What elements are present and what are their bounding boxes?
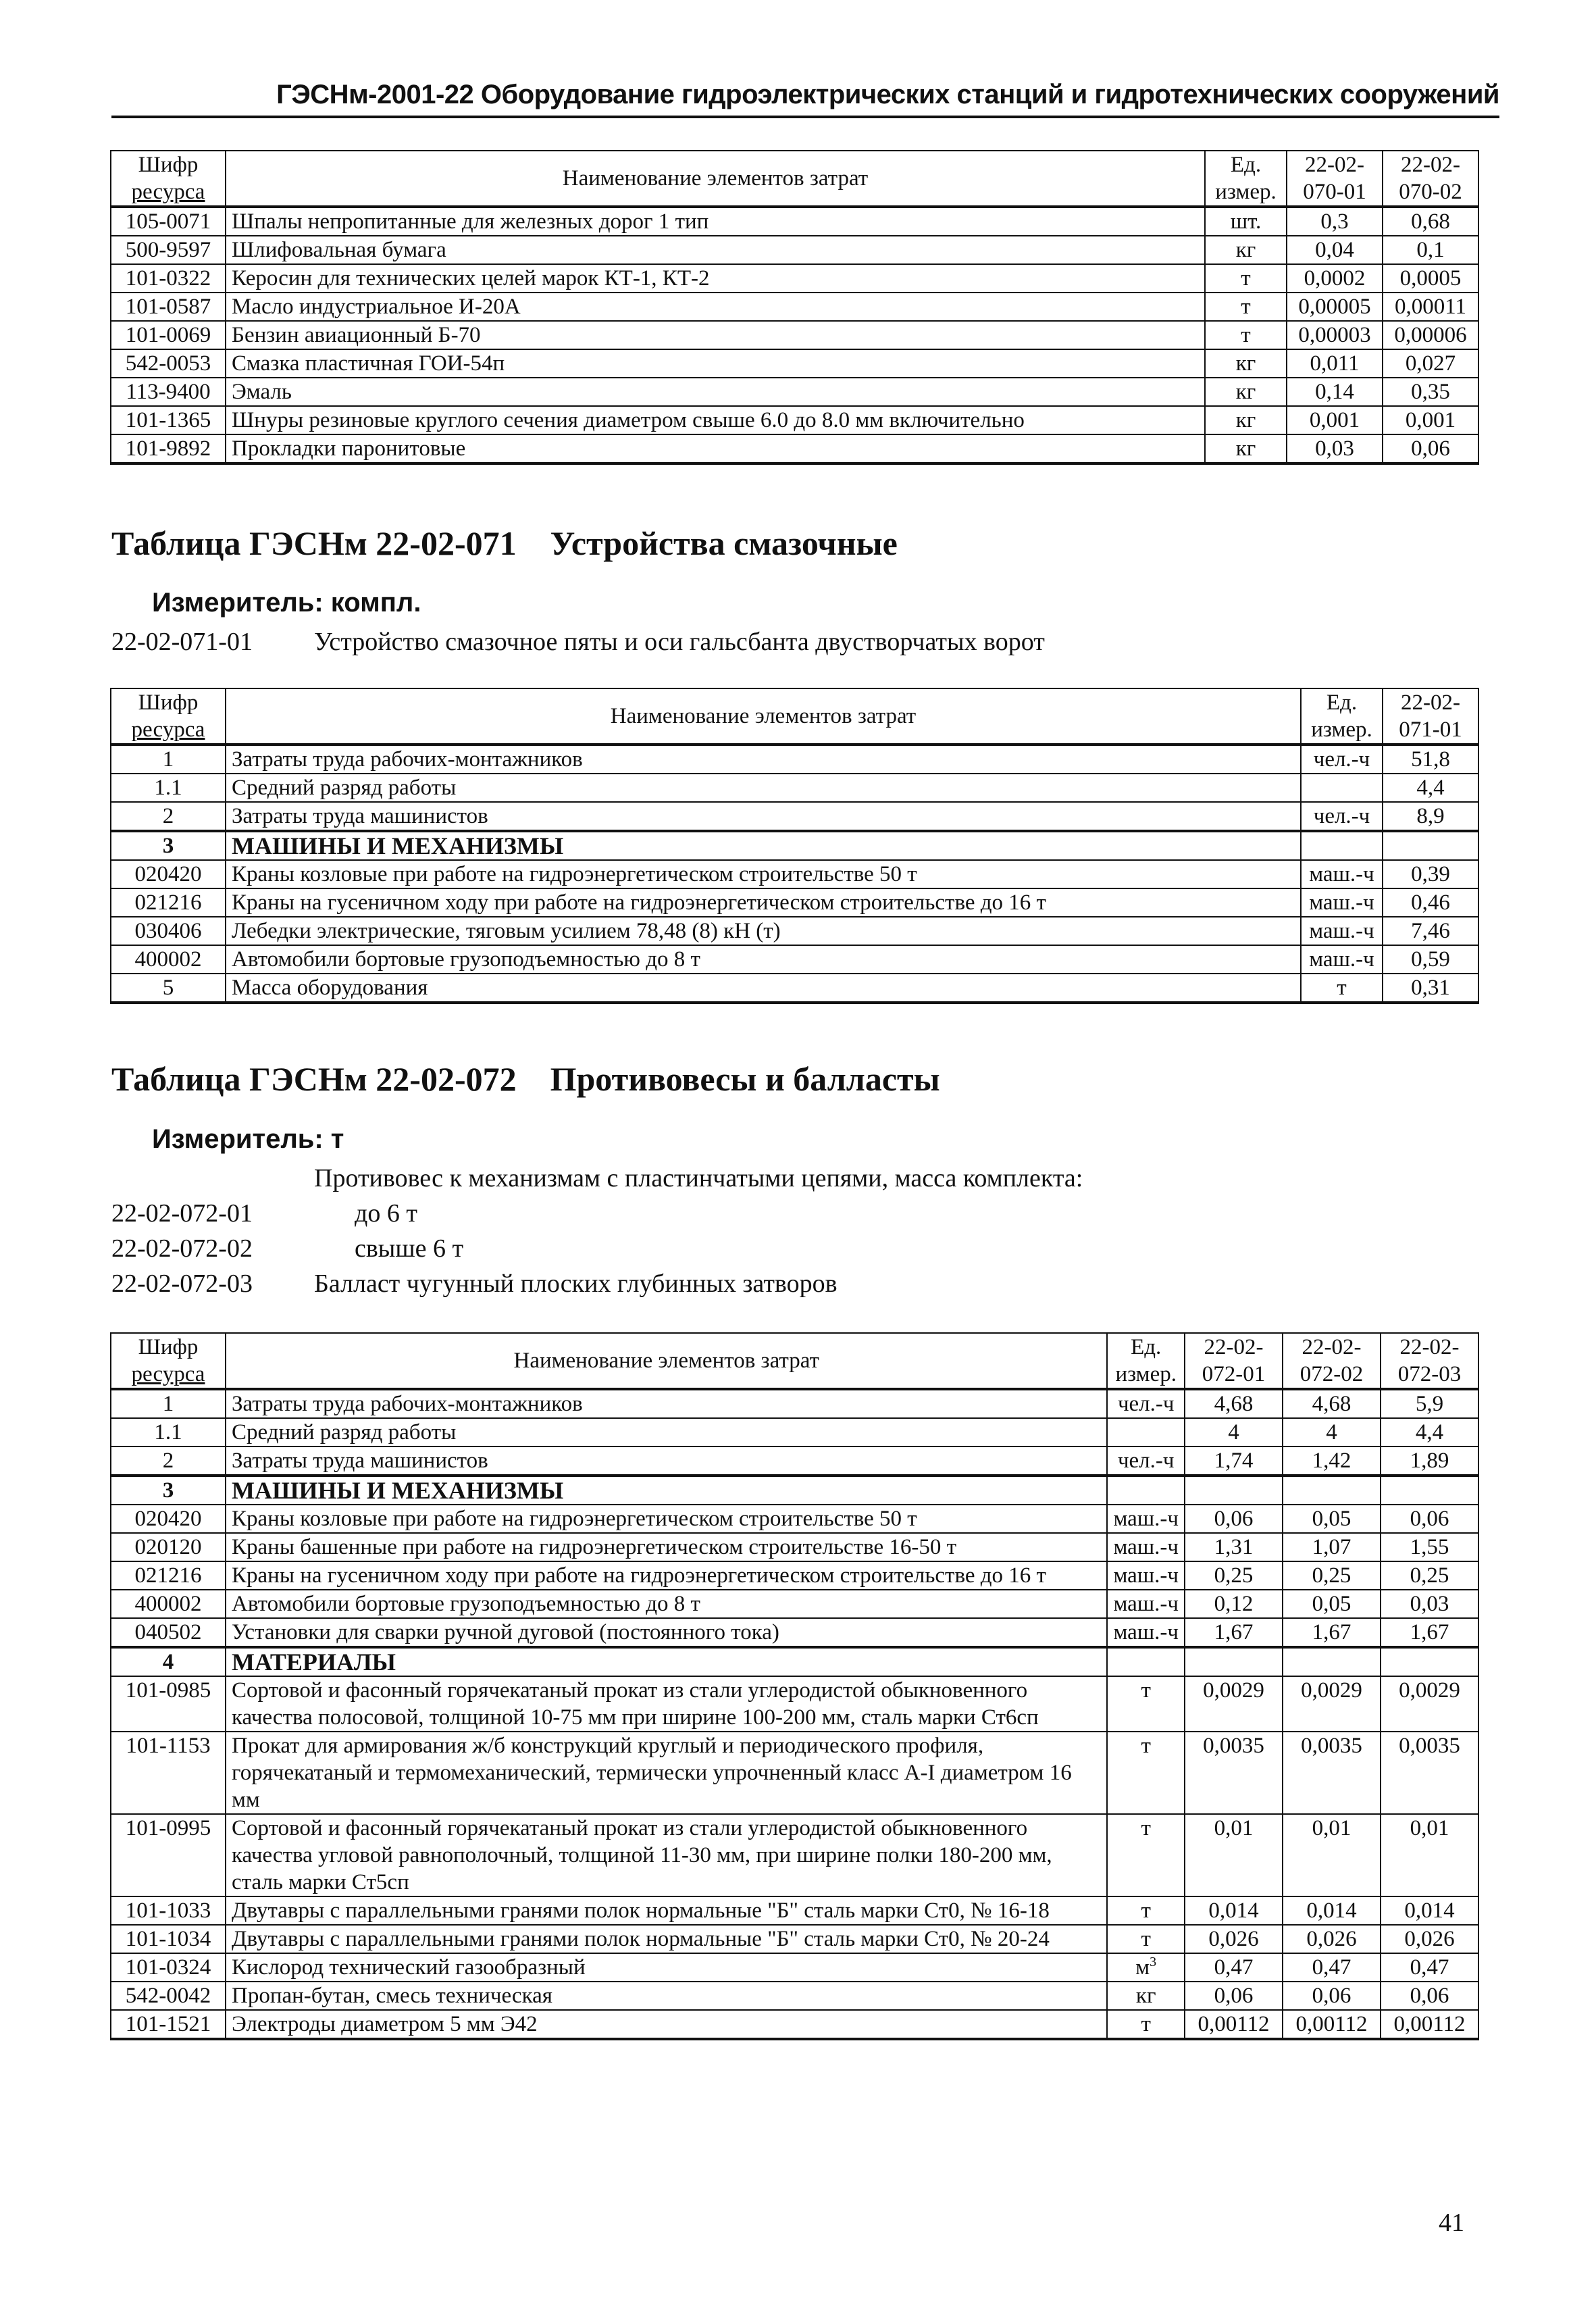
row-code: 4	[111, 1647, 226, 1676]
table-row	[111, 1505, 1478, 1533]
row-unit: маш.-ч	[1107, 1561, 1185, 1590]
row-code: 1.1	[111, 774, 226, 802]
row-code: 542-0053	[111, 349, 226, 378]
row-value-v1: 8,9	[1383, 802, 1478, 831]
table-071-code: Таблица ГЭСНм 22-02-071	[111, 524, 517, 562]
table-row	[111, 1953, 1478, 1982]
row-name: Прокат для армирования ж/б конструкций круглый и периодического профиля, горячекатаный и термомеханический, термически упрочненный класс А-I диаметром 16 мм	[226, 1732, 1107, 1814]
col-header-unit: Ед. измер.	[1205, 151, 1287, 207]
row-code: 105-0071	[111, 207, 226, 236]
row-value-v1: 0,06	[1185, 1505, 1283, 1533]
table-row	[111, 1561, 1478, 1590]
row-unit: чел.-ч	[1301, 802, 1383, 831]
row-value-v3	[1381, 1476, 1478, 1505]
row-value-v1: 0,14	[1287, 378, 1383, 406]
row-code: 020420	[111, 1505, 226, 1533]
table-row	[111, 945, 1478, 974]
row-name: МАТЕРИАЛЫ	[226, 1647, 1107, 1676]
row-unit: маш.-ч	[1107, 1533, 1185, 1561]
header-code-line1: Шифр	[138, 153, 199, 177]
table-row	[111, 1982, 1478, 2010]
row-value-v2: 1,67	[1283, 1618, 1381, 1647]
table-072	[110, 1332, 1479, 2040]
table-row	[111, 406, 1478, 434]
table-072-entry-01	[111, 1199, 417, 1228]
row-code: 020120	[111, 1533, 226, 1561]
row-code: 020420	[111, 860, 226, 888]
table-071-measure: Измеритель: компл.	[152, 588, 421, 618]
row-value-v2: 0,47	[1283, 1953, 1381, 1982]
table-072-entry-03	[111, 1269, 838, 1299]
row-code: 3	[111, 1476, 226, 1505]
row-value-v1: 0,0035	[1185, 1732, 1283, 1814]
row-code: 101-0985	[111, 1676, 226, 1732]
table-row	[111, 974, 1478, 1003]
row-value-v1: 4,4	[1383, 774, 1478, 802]
row-name: Автомобили бортовые грузоподъемностью до 8 т	[226, 945, 1301, 974]
row-unit: маш.-ч	[1107, 1590, 1185, 1618]
row-code: 101-1034	[111, 1925, 226, 1953]
row-value-v1: 0,014	[1185, 1896, 1283, 1925]
row-unit: $м^3$	[1107, 1953, 1185, 1982]
row-value-v1: 0,001	[1287, 406, 1383, 434]
table-072-code: Таблица ГЭСНм 22-02-072	[111, 1060, 517, 1098]
row-name: Масло индустриальное И-20А	[226, 293, 1205, 321]
row-name: Затраты труда рабочих-монтажников	[226, 745, 1301, 774]
col-header-071-01: 22-02-071-01	[1383, 688, 1478, 745]
row-value-v2: 0,0005	[1383, 264, 1478, 293]
row-value-v3: 0,03	[1381, 1590, 1478, 1618]
row-name: Краны башенные при работе на гидроэнергетическом строительстве 16-50 т	[226, 1533, 1107, 1561]
row-value-v3: 0,014	[1381, 1896, 1478, 1925]
row-name: Двутавры с параллельными гранями полок нормальные "Б" сталь марки Ст0, № 16-18	[226, 1896, 1107, 1925]
row-value-v3: 0,01	[1381, 1814, 1478, 1896]
table-row	[111, 293, 1478, 321]
row-value-v2: 0,68	[1383, 207, 1478, 236]
row-name: Бензин авиационный Б-70	[226, 321, 1205, 349]
entry-text: Устройство смазочное пяты и оси гальсбанта двустворчатых ворот	[314, 628, 1045, 656]
row-value-v3: 0,0035	[1381, 1732, 1478, 1814]
entry-code: 22-02-072-02	[111, 1234, 253, 1263]
row-value-v2: 0,00006	[1383, 321, 1478, 349]
row-unit: маш.-ч	[1301, 888, 1383, 917]
row-code: 101-0322	[111, 264, 226, 293]
row-value-v1: 0,31	[1383, 974, 1478, 1003]
table-row	[111, 207, 1478, 236]
table-072-intro	[111, 1163, 1083, 1193]
row-unit: кг	[1205, 236, 1287, 264]
row-value-v1: 0,00112	[1185, 2010, 1283, 2039]
row-value-v2: 0,0035	[1283, 1732, 1381, 1814]
row-code: 040502	[111, 1618, 226, 1647]
row-name: Затраты труда машинистов	[226, 1447, 1107, 1476]
row-name: МАШИНЫ И МЕХАНИЗМЫ	[226, 831, 1301, 860]
entry-code: 22-02-072-03	[111, 1269, 253, 1298]
row-code: 113-9400	[111, 378, 226, 406]
row-name: Краны на гусеничном ходу при работе на гидроэнергетическом строительстве до 16 т	[226, 1561, 1107, 1590]
row-code: 2	[111, 1447, 226, 1476]
table-row	[111, 264, 1478, 293]
table-072-title	[111, 1059, 940, 1099]
row-value-v2: 0,01	[1283, 1814, 1381, 1896]
table-row	[111, 1676, 1478, 1732]
row-value-v1: 0,03	[1287, 434, 1383, 463]
row-unit: кг	[1205, 406, 1287, 434]
table-071	[110, 688, 1479, 1004]
col-header-072-02: 22-02-072-02	[1283, 1333, 1381, 1389]
table-row	[111, 1447, 1478, 1476]
row-value-v3: 0,47	[1381, 1953, 1478, 1982]
row-value-v1	[1383, 831, 1478, 860]
row-value-v3: 4,4	[1381, 1418, 1478, 1447]
row-value-v1: 0,47	[1185, 1953, 1283, 1982]
row-name: Автомобили бортовые грузоподъемностью до 8 т	[226, 1590, 1107, 1618]
table-row	[111, 378, 1478, 406]
row-code: 101-0069	[111, 321, 226, 349]
row-name: Сортовой и фасонный горячекатаный прокат из стали углеродистой обыкновенного качества полосовой, толщиной 10-75 мм при ширине 100-200 мм, сталь марки Ст6сп	[226, 1676, 1107, 1732]
row-unit: т	[1107, 2010, 1185, 2039]
row-value-v1: 0,04	[1287, 236, 1383, 264]
table-row	[111, 1389, 1478, 1418]
row-code: 1	[111, 1389, 226, 1418]
table-row	[111, 1418, 1478, 1447]
row-unit: кг	[1205, 349, 1287, 378]
entry-text: свыше 6 т	[355, 1234, 464, 1263]
row-code: 400002	[111, 1590, 226, 1618]
row-unit: т	[1205, 293, 1287, 321]
table-070-continuation	[110, 150, 1479, 465]
row-code: 101-0324	[111, 1953, 226, 1982]
row-value-v3: 0,00112	[1381, 2010, 1478, 2039]
row-name: Смазка пластичная ГОИ-54п	[226, 349, 1205, 378]
row-code: 3	[111, 831, 226, 860]
row-code: 400002	[111, 945, 226, 974]
row-value-v2: 0,0029	[1283, 1676, 1381, 1732]
row-value-v3: 1,55	[1381, 1533, 1478, 1561]
row-value-v1: 4	[1185, 1418, 1283, 1447]
row-unit: маш.-ч	[1107, 1505, 1185, 1533]
header-code-line2: ресурса	[131, 180, 205, 204]
row-unit: т	[1107, 1676, 1185, 1732]
entry-code: 22-02-071-01	[111, 628, 253, 656]
row-unit: т	[1205, 321, 1287, 349]
row-value-v3	[1381, 1647, 1478, 1676]
row-unit: шт.	[1205, 207, 1287, 236]
row-name: Шлифовальная бумага	[226, 236, 1205, 264]
col-header-072-01: 22-02-072-01	[1185, 1333, 1283, 1389]
row-name: Краны козловые при работе на гидроэнергетическом строительстве 50 т	[226, 860, 1301, 888]
row-value-v1: 51,8	[1383, 745, 1478, 774]
row-unit	[1301, 831, 1383, 860]
row-value-v1: 0,39	[1383, 860, 1478, 888]
row-name: Кислород технический газообразный	[226, 1953, 1107, 1982]
row-unit	[1301, 774, 1383, 802]
row-unit: т	[1107, 1896, 1185, 1925]
col-header-unit: Ед. измер.	[1107, 1333, 1185, 1389]
table-row	[111, 917, 1478, 945]
col-header-code	[111, 151, 226, 207]
col-header-070-02: 22-02-070-02	[1383, 151, 1478, 207]
row-value-v2: 0,014	[1283, 1896, 1381, 1925]
row-name: Керосин для технических целей марок КТ-1, КТ-2	[226, 264, 1205, 293]
row-name: Средний разряд работы	[226, 774, 1301, 802]
row-name: Пропан-бутан, смесь техническая	[226, 1982, 1107, 2010]
row-value-v2: 4,68	[1283, 1389, 1381, 1418]
page-header: ГЭСНм-2001-22 Оборудование гидроэлектрических станций и гидротехнических сооружений	[111, 80, 1499, 118]
col-header-name: Наименование элементов затрат	[226, 688, 1301, 745]
row-code: 500-9597	[111, 236, 226, 264]
row-name: Прокладки паронитовые	[226, 434, 1205, 463]
row-value-v1: 1,67	[1185, 1618, 1283, 1647]
table-row	[111, 349, 1478, 378]
table-row	[111, 236, 1478, 264]
row-value-v3: 5,9	[1381, 1389, 1478, 1418]
row-value-v1: 0,3	[1287, 207, 1383, 236]
row-value-v2: 0,35	[1383, 378, 1478, 406]
row-value-v2: 0,001	[1383, 406, 1478, 434]
table-row	[111, 1647, 1478, 1676]
row-name: Масса оборудования	[226, 974, 1301, 1003]
row-value-v2: 0,05	[1283, 1505, 1381, 1533]
row-value-v3: 0,026	[1381, 1925, 1478, 1953]
table-row	[111, 831, 1478, 860]
row-value-v1: 7,46	[1383, 917, 1478, 945]
row-value-v2: 0,06	[1383, 434, 1478, 463]
row-code: 101-9892	[111, 434, 226, 463]
table-071-entry	[111, 627, 1045, 657]
row-unit: т	[1107, 1732, 1185, 1814]
row-value-v1: 0,0029	[1185, 1676, 1283, 1732]
table-row	[111, 860, 1478, 888]
table-row	[111, 1590, 1478, 1618]
table-row	[111, 434, 1478, 463]
row-name: Электроды диаметром 5 мм Э42	[226, 2010, 1107, 2039]
row-value-v2: 0,00011	[1383, 293, 1478, 321]
col-header-unit: Ед. измер.	[1301, 688, 1383, 745]
table-row	[111, 802, 1478, 831]
row-value-v1	[1185, 1647, 1283, 1676]
row-unit: т	[1107, 1814, 1185, 1896]
row-value-v1: 0,0002	[1287, 264, 1383, 293]
entry-intro-text: Противовес к механизмам с пластинчатыми цепями, масса комплекта:	[314, 1164, 1083, 1192]
row-unit: кг	[1205, 434, 1287, 463]
row-value-v2: 0,06	[1283, 1982, 1381, 2010]
row-unit: маш.-ч	[1107, 1618, 1185, 1647]
row-unit: маш.-ч	[1301, 945, 1383, 974]
col-header-name: Наименование элементов затрат	[226, 151, 1205, 207]
table-072-entry-02	[111, 1234, 463, 1263]
row-value-v1: 0,25	[1185, 1561, 1283, 1590]
row-name: Затраты труда рабочих-монтажников	[226, 1389, 1107, 1418]
row-value-v1: 0,026	[1185, 1925, 1283, 1953]
row-code: 101-1033	[111, 1896, 226, 1925]
header-code-line1: Шифр	[138, 1335, 199, 1359]
header-code-line2: ресурса	[131, 1362, 205, 1386]
row-name: Лебедки электрические, тяговым усилием 78,48 (8) кН (т)	[226, 917, 1301, 945]
col-header-code	[111, 1333, 226, 1389]
entry-code: 22-02-072-01	[111, 1199, 253, 1228]
entry-text: до 6 т	[355, 1199, 417, 1228]
row-unit: чел.-ч	[1301, 745, 1383, 774]
table-071-title	[111, 524, 898, 563]
row-name: Средний разряд работы	[226, 1418, 1107, 1447]
row-value-v1	[1185, 1476, 1283, 1505]
row-value-v3: 1,67	[1381, 1618, 1478, 1647]
row-value-v3: 0,06	[1381, 1505, 1478, 1533]
table-row	[111, 774, 1478, 802]
table-row	[111, 321, 1478, 349]
row-code: 1.1	[111, 1418, 226, 1447]
row-code: 5	[111, 974, 226, 1003]
row-code: 101-1521	[111, 2010, 226, 2039]
row-unit: кг	[1205, 378, 1287, 406]
row-value-v1: 0,12	[1185, 1590, 1283, 1618]
table-row	[111, 1732, 1478, 1814]
row-name: Шпалы непропитанные для железных дорог 1 тип	[226, 207, 1205, 236]
entry-text: Балласт чугунный плоских глубинных затворов	[314, 1269, 838, 1298]
table-row	[111, 745, 1478, 774]
row-code: 101-1365	[111, 406, 226, 434]
row-value-v3: 0,06	[1381, 1982, 1478, 2010]
header-code-line2: ресурса	[131, 718, 205, 742]
row-value-v2: 4	[1283, 1418, 1381, 1447]
row-unit: маш.-ч	[1301, 860, 1383, 888]
row-unit: кг	[1107, 1982, 1185, 2010]
row-value-v2: 0,05	[1283, 1590, 1381, 1618]
row-code: 021216	[111, 1561, 226, 1590]
row-name: Установки для сварки ручной дуговой (постоянного тока)	[226, 1618, 1107, 1647]
row-value-v1: 4,68	[1185, 1389, 1283, 1418]
row-unit: т	[1205, 264, 1287, 293]
row-value-v2: 0,027	[1383, 349, 1478, 378]
row-unit: чел.-ч	[1107, 1389, 1185, 1418]
row-code: 101-0995	[111, 1814, 226, 1896]
row-value-v3: 0,25	[1381, 1561, 1478, 1590]
row-code: 542-0042	[111, 1982, 226, 2010]
row-value-v2: 1,07	[1283, 1533, 1381, 1561]
table-071-name: Устройства смазочные	[550, 524, 898, 562]
table-row	[111, 2010, 1478, 2039]
row-value-v2: 0,026	[1283, 1925, 1381, 1953]
table-row	[111, 1814, 1478, 1896]
row-value-v1: 0,01	[1185, 1814, 1283, 1896]
row-unit: чел.-ч	[1107, 1447, 1185, 1476]
row-value-v2	[1283, 1476, 1381, 1505]
row-value-v1: 0,011	[1287, 349, 1383, 378]
row-name: Краны козловые при работе на гидроэнергетическом строительстве 50 т	[226, 1505, 1107, 1533]
row-value-v1: 1,74	[1185, 1447, 1283, 1476]
row-value-v1: 1,31	[1185, 1533, 1283, 1561]
row-value-v1: 0,00005	[1287, 293, 1383, 321]
table-row	[111, 1618, 1478, 1647]
row-name: МАШИНЫ И МЕХАНИЗМЫ	[226, 1476, 1107, 1505]
row-unit	[1107, 1476, 1185, 1505]
row-code: 101-0587	[111, 293, 226, 321]
row-code: 2	[111, 802, 226, 831]
row-name: Двутавры с параллельными гранями полок нормальные "Б" сталь марки Ст0, № 20-24	[226, 1925, 1107, 1953]
row-code: 101-1153	[111, 1732, 226, 1814]
row-value-v2: 0,00112	[1283, 2010, 1381, 2039]
table-row	[111, 1476, 1478, 1505]
col-header-name: Наименование элементов затрат	[226, 1333, 1107, 1389]
row-name: Шнуры резиновые круглого сечения диаметром свыше 6.0 до 8.0 мм включительно	[226, 406, 1205, 434]
row-unit: т	[1107, 1925, 1185, 1953]
table-row	[111, 888, 1478, 917]
row-name: Эмаль	[226, 378, 1205, 406]
row-code: 1	[111, 745, 226, 774]
row-unit	[1107, 1647, 1185, 1676]
row-value-v3: 0,0029	[1381, 1676, 1478, 1732]
row-unit: т	[1301, 974, 1383, 1003]
row-value-v2: 0,1	[1383, 236, 1478, 264]
row-value-v1: 0,46	[1383, 888, 1478, 917]
table-072-measure: Измеритель: т	[152, 1124, 344, 1154]
row-unit: маш.-ч	[1301, 917, 1383, 945]
row-code: 021216	[111, 888, 226, 917]
row-value-v2: 1,42	[1283, 1447, 1381, 1476]
row-value-v3: 1,89	[1381, 1447, 1478, 1476]
row-value-v1: 0,00003	[1287, 321, 1383, 349]
table-072-name: Противовесы и балласты	[550, 1060, 940, 1098]
row-value-v2: 0,25	[1283, 1561, 1381, 1590]
row-value-v2	[1283, 1647, 1381, 1676]
row-unit	[1107, 1418, 1185, 1447]
header-code-line1: Шифр	[138, 690, 199, 715]
col-header-code	[111, 688, 226, 745]
row-name: Краны на гусеничном ходу при работе на гидроэнергетическом строительстве до 16 т	[226, 888, 1301, 917]
row-name: Сортовой и фасонный горячекатаный прокат из стали углеродистой обыкновенного качества угловой равнополочный, толщиной 11-30 мм, при ширине полки 180-200 мм, сталь марки Ст5сп	[226, 1814, 1107, 1896]
table-row	[111, 1896, 1478, 1925]
table-row	[111, 1925, 1478, 1953]
row-value-v1: 0,59	[1383, 945, 1478, 974]
row-code: 030406	[111, 917, 226, 945]
col-header-072-03: 22-02-072-03	[1381, 1333, 1478, 1389]
row-value-v1: 0,06	[1185, 1982, 1283, 2010]
col-header-070-01: 22-02-070-01	[1287, 151, 1383, 207]
unit-superscript: 3	[1150, 1955, 1157, 1969]
table-row	[111, 1533, 1478, 1561]
page-number: 41	[1439, 2209, 1464, 2237]
row-name: Затраты труда машинистов	[226, 802, 1301, 831]
